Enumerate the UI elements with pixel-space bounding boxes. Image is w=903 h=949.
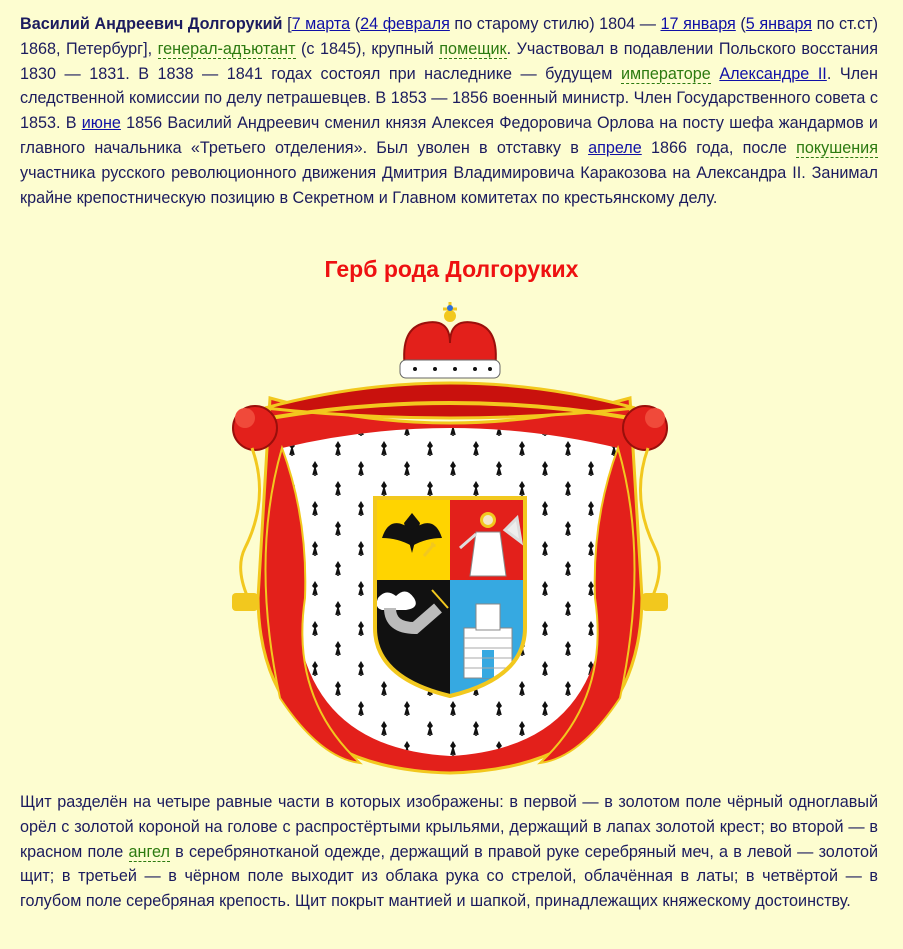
text-fragment: по ст.ст) 1868, Петербург], — [20, 15, 879, 58]
text-fragment: (с 1845), крупный — [295, 39, 440, 58]
princely-crown — [400, 302, 500, 378]
date-link-june[interactable]: июне — [81, 114, 121, 133]
biography-paragraph — [20, 12, 878, 210]
date-link-january-5[interactable]: 5 января — [745, 15, 813, 33]
text-fragment: . Член следственной комиссии по делу петрашевцев. В 1853 — 1856 военный министр. Член Государственного совета с 1853. В — [20, 64, 878, 133]
person-name: Василий Андреевич Долгорукий — [20, 15, 283, 33]
text-fragment: [ — [282, 15, 292, 33]
dolgorukov-coat-of-arms-icon — [210, 298, 690, 783]
emblem-heading: Герб рода Долгоруких — [324, 256, 579, 282]
text-fragment: ( — [735, 15, 746, 33]
text-fragment: в серебрянотканой одежде, держащий в правой руке серебряный меч, а в левой — золотой щит; в третьей — в чёрном поле выходит из облака рука со стрелой, облачённая в латы; в четвёртой — в голубом поле серебряная крепость. Щит покрыт мантией и шапкой, принадлежащих княжескому достоинству. — [20, 842, 879, 911]
text-fragment: Щит разделён на четыре равные части в которых изображены: в первой — в золотом поле чёрный одноглавый орёл с золотой короной на голове с распростёртыми крыльями, держащий в лапах золотой крест; во второй — в красном поле — [20, 793, 878, 861]
text-fragment: 1856 Василий Андреевич сменил князя Алексея Федоровича Орлова на посту шефа жандармов и главного начальника «Третьего отделения». Был уволен в отставку в — [20, 114, 878, 157]
text-fragment: участника русского революционного движения Дмитрия Владимировича Каракозова на Александра II. Занимал крайне крепостническую позицию в Секретном и Главном комитетах по крестьянскому делу. — [20, 163, 878, 207]
term-link-assassination-attempt[interactable]: покушения — [796, 138, 878, 157]
link-alexander-ii[interactable]: Александре II — [719, 64, 827, 83]
date-link-april[interactable]: апреле — [588, 138, 642, 157]
shield — [375, 498, 525, 700]
date-link-march-7[interactable]: 7 марта — [291, 15, 351, 33]
date-link-january-17[interactable]: 17 января — [660, 15, 736, 33]
text-fragment: ( — [350, 15, 361, 33]
text-fragment: . Участвовал в подавлении Польского восстания 1830 — 1831. В 1838 — 1841 годах состоял при наследнике — будущем — [20, 39, 878, 83]
date-link-february-24[interactable]: 24 февраля — [360, 15, 450, 33]
text-fragment: по старому стилю) 1804 — — [449, 15, 661, 33]
term-link-general-adjutant[interactable]: генерал-адъютант — [157, 39, 296, 58]
term-link-pomeshik[interactable]: помещик — [439, 39, 507, 58]
term-link-emperor[interactable]: императоре — [620, 64, 711, 83]
text-fragment: 1866 года, после — [641, 138, 797, 157]
emblem-description-paragraph — [20, 790, 878, 914]
term-link-angel[interactable]: ангел — [128, 842, 170, 861]
